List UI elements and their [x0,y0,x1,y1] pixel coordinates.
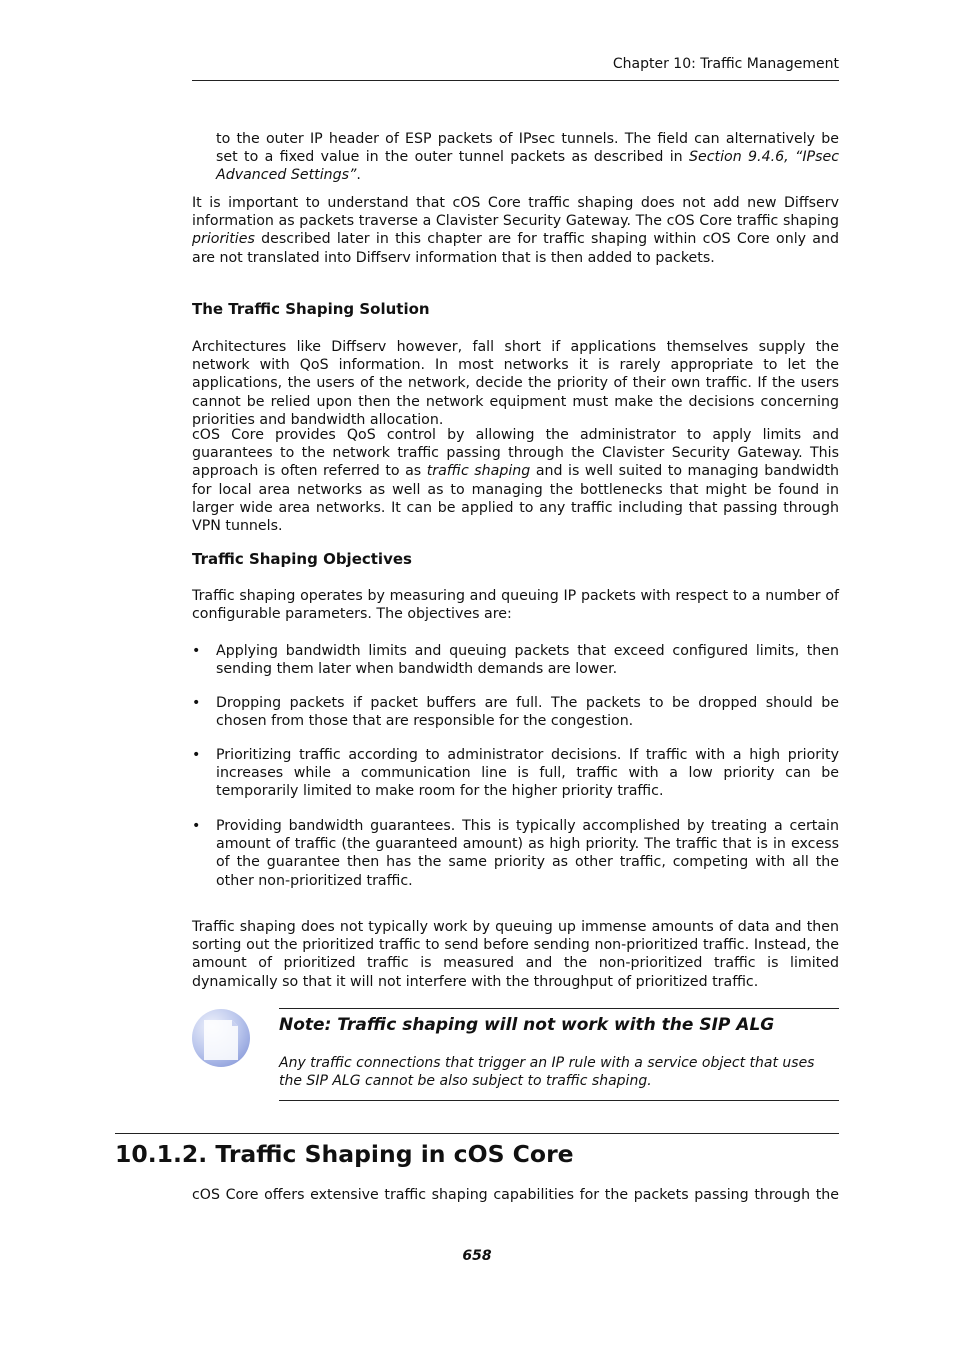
section-cross-reference[interactable]: Section 9.4.6, “IPsec Advanced Settings” [216,149,839,184]
section-rule [115,1133,839,1134]
section-paragraph-1: cOS Core offers extensive traffic shaping capabilities for the packets passing through the [192,1187,839,1203]
continuation-paragraph: to the outer IP header of ESP packets of IPsec tunnels. The field can alternatively be set to a fixed value in the outer tunnel packets as described in Section 9.4.6, “IPsec Advanced Settings”. [216,131,839,184]
solution-paragraph-2: cOS Core provides QoS control by allowing the administrator to apply limits and guarantees to the network traffic passing through the Clavister Security Gateway. This approach is often referred to as traffic shaping and is well suited to managing bandwidth for local area networks as well as to managing the bottlenecks that might be found in larger wide area networks. It can be applied to any traffic including that passing through VPN tunnels. [192,427,839,535]
header-divider [192,80,839,81]
diffserv-paragraph: It is important to understand that cOS Core traffic shaping does not add new Diffserv information as packets traverse a Clavister Security Gateway. The cOS Core traffic shaping priorities described later in this chapter are for traffic shaping within cOS Core only and are not translated into Diffserv information that is then added to packets. [192,195,839,266]
note-bottom-rule [279,1100,839,1101]
section-heading: 10.1.2. Traffic Shaping in cOS Core [115,1140,574,1168]
bullet-icon: • [192,643,201,659]
bullet-icon: • [192,747,201,763]
note-title: Note: Traffic shaping will not work with the SIP ALG [279,1015,775,1035]
bullet-icon: • [192,818,201,834]
solution-heading: The Traffic Shaping Solution [192,300,430,318]
objectives-intro: Traffic shaping operates by measuring and queuing IP packets with respect to a number of configurable parameters. The objectives are: [192,588,839,623]
bullet-icon: • [192,695,201,711]
objectives-heading: Traffic Shaping Objectives [192,550,412,568]
list-item: • Dropping packets if packet buffers are full. The packets to be dropped should be chosen from those that are responsible for the congestion. [192,695,839,730]
list-item: • Applying bandwidth limits and queuing packets that exceed configured limits, then sending them later when bandwidth demands are lower. [192,643,839,678]
note-body: Any traffic connections that trigger an IP rule with a service object that uses the SIP ALG cannot be also subject to traffic shaping. [279,1055,815,1090]
solution-paragraph-1: Architectures like Diffserv however, fall short if applications themselves supply the network with QoS information. In most networks it is rarely appropriate to let the applications, the users of the network, decide the priority of their own traffic. If the users cannot be relied upon then the network equipment must make the decisions concerning priorities and bandwidth allocation. [192,339,839,428]
objectives-list [192,642,839,902]
running-header: Chapter 10: Traffic Management [612,56,839,72]
objectives-closing-paragraph: Traffic shaping does not typically work by queuing up immense amounts of data and then sorting out the prioritized traffic to send before sending non-prioritized traffic. Instead, the amount of prioritized traffic is measured and the non-prioritized traffic is limited dynamically so that it will not interfere with the throughput of prioritized traffic. [192,919,839,990]
list-item: • Providing bandwidth guarantees. This is typically accomplished by treating a certain amount of traffic (the guaranteed amount) as high priority. The traffic that is in excess of the guarantee then has the same priority as other traffic, competing with all the other non-prioritized traffic. [192,818,839,889]
list-item: • Prioritizing traffic according to administrator decisions. If traffic with a high priority increases while a communication line is full, traffic with a low priority can be temporarily limited to make room for the higher priority traffic. [192,747,839,800]
page-number: 658 [462,1248,492,1264]
note-icon [192,1008,252,1070]
note-top-rule [279,1008,839,1009]
